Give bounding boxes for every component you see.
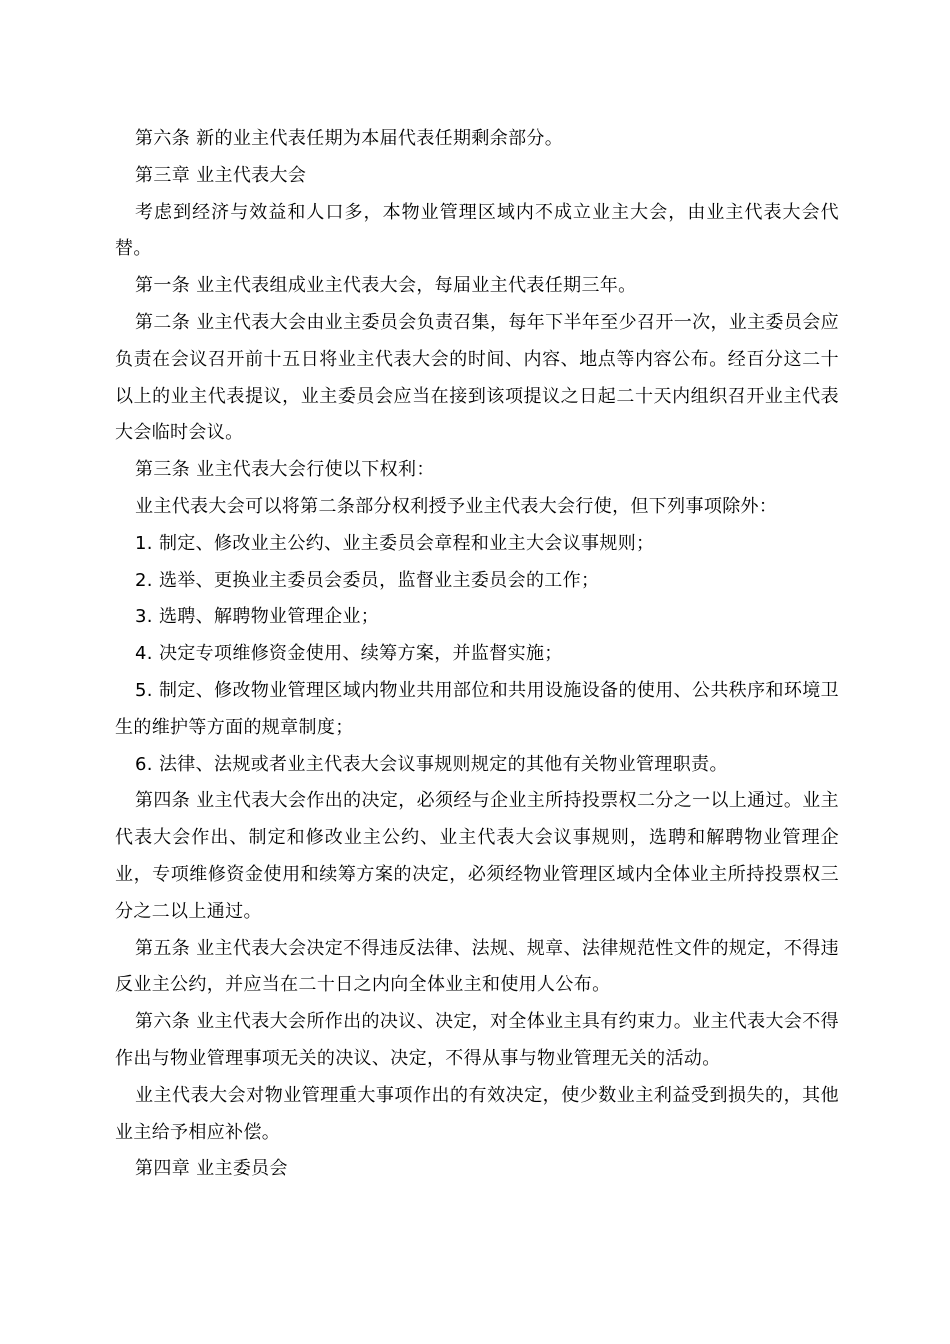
article-6: 第六条 业主代表大会所作出的决议、决定，对全体业主具有约束力。业主代表大会不得作出与物业管理事项无关的决议、决定，不得从事与物业管理无关的活动。 [115, 1011, 839, 1069]
list-item-3: 3. 选聘、解聘物业管理企业； [135, 606, 380, 628]
article-3-delegation: 业主代表大会可以将第二条部分权利授予业主代表大会行使，但下列事项除外： [135, 495, 778, 517]
list-item-1: 1. 制定、修改业主公约、业主委员会章程和业主大会议事规则； [135, 532, 655, 554]
list-item-6: 6. 法律、法规或者业主代表大会议事规则规定的其他有关物业管理职责。 [135, 753, 728, 775]
article-5: 第五条 业主代表大会决定不得违反法律、法规、规章、法律规范性文件的规定，不得违反业主公约，并应当在二十日之内向全体业主和使用人公布。 [115, 937, 839, 996]
article-2: 第二条 业主代表大会由业主委员会负责召集，每年下半年至少召开一次，业主委员会应负责在会议召开前十五日将业主代表大会的时间、内容、地点等内容公布。经百分这二十以上的业主代表提议，业主委员会应当在接到该项提议之日起二十天内组织召开业主代表大会临时会议。 [115, 311, 839, 444]
list-item-5: 5. 制定、修改物业管理区域内物业共用部位和共用设施设备的使用、公共秩序和环境卫生的维护等方面的规章制度； [115, 679, 839, 738]
list-item-4: 4. 决定专项维修资金使用、续筹方案，并监督实施； [135, 643, 563, 665]
article-3: 第三条 业主代表大会行使以下权利： [135, 459, 435, 481]
chapter-3-intro: 考虑到经济与效益和人口多，本物业管理区域内不成立业主大会，由业主代表大会代替。 [115, 201, 839, 260]
chapter-3-heading: 第三章 业主代表大会 [135, 164, 307, 186]
article-6-term: 第六条 新的业主代表任期为本届代表任期剩余部分。 [135, 128, 564, 149]
article-4: 第四条 业主代表大会作出的决定，必须经与企业主所持投票权二分之一以上通过。业主代表大会作出、制定和修改业主公约、业主代表大会议事规则，选聘和解聘物业管理企业，专项维修资金使用和续筹方案的决定，必须经物业管理区域内全体业主所持投票权三分之二以上通过。 [115, 790, 839, 922]
chapter-4-heading: 第四章 业主委员会 [135, 1158, 288, 1180]
article-1: 第一条 业主代表组成业主代表大会，每届业主代表任期三年。 [135, 275, 637, 297]
article-6-compensation: 业主代表大会对物业管理重大事项作出的有效决定，使少数业主利益受到损失的，其他业主给予相应补偿。 [115, 1084, 839, 1143]
document-body [115, 121, 839, 1188]
list-item-2: 2. 选举、更换业主委员会委员，监督业主委员会的工作； [135, 569, 600, 591]
